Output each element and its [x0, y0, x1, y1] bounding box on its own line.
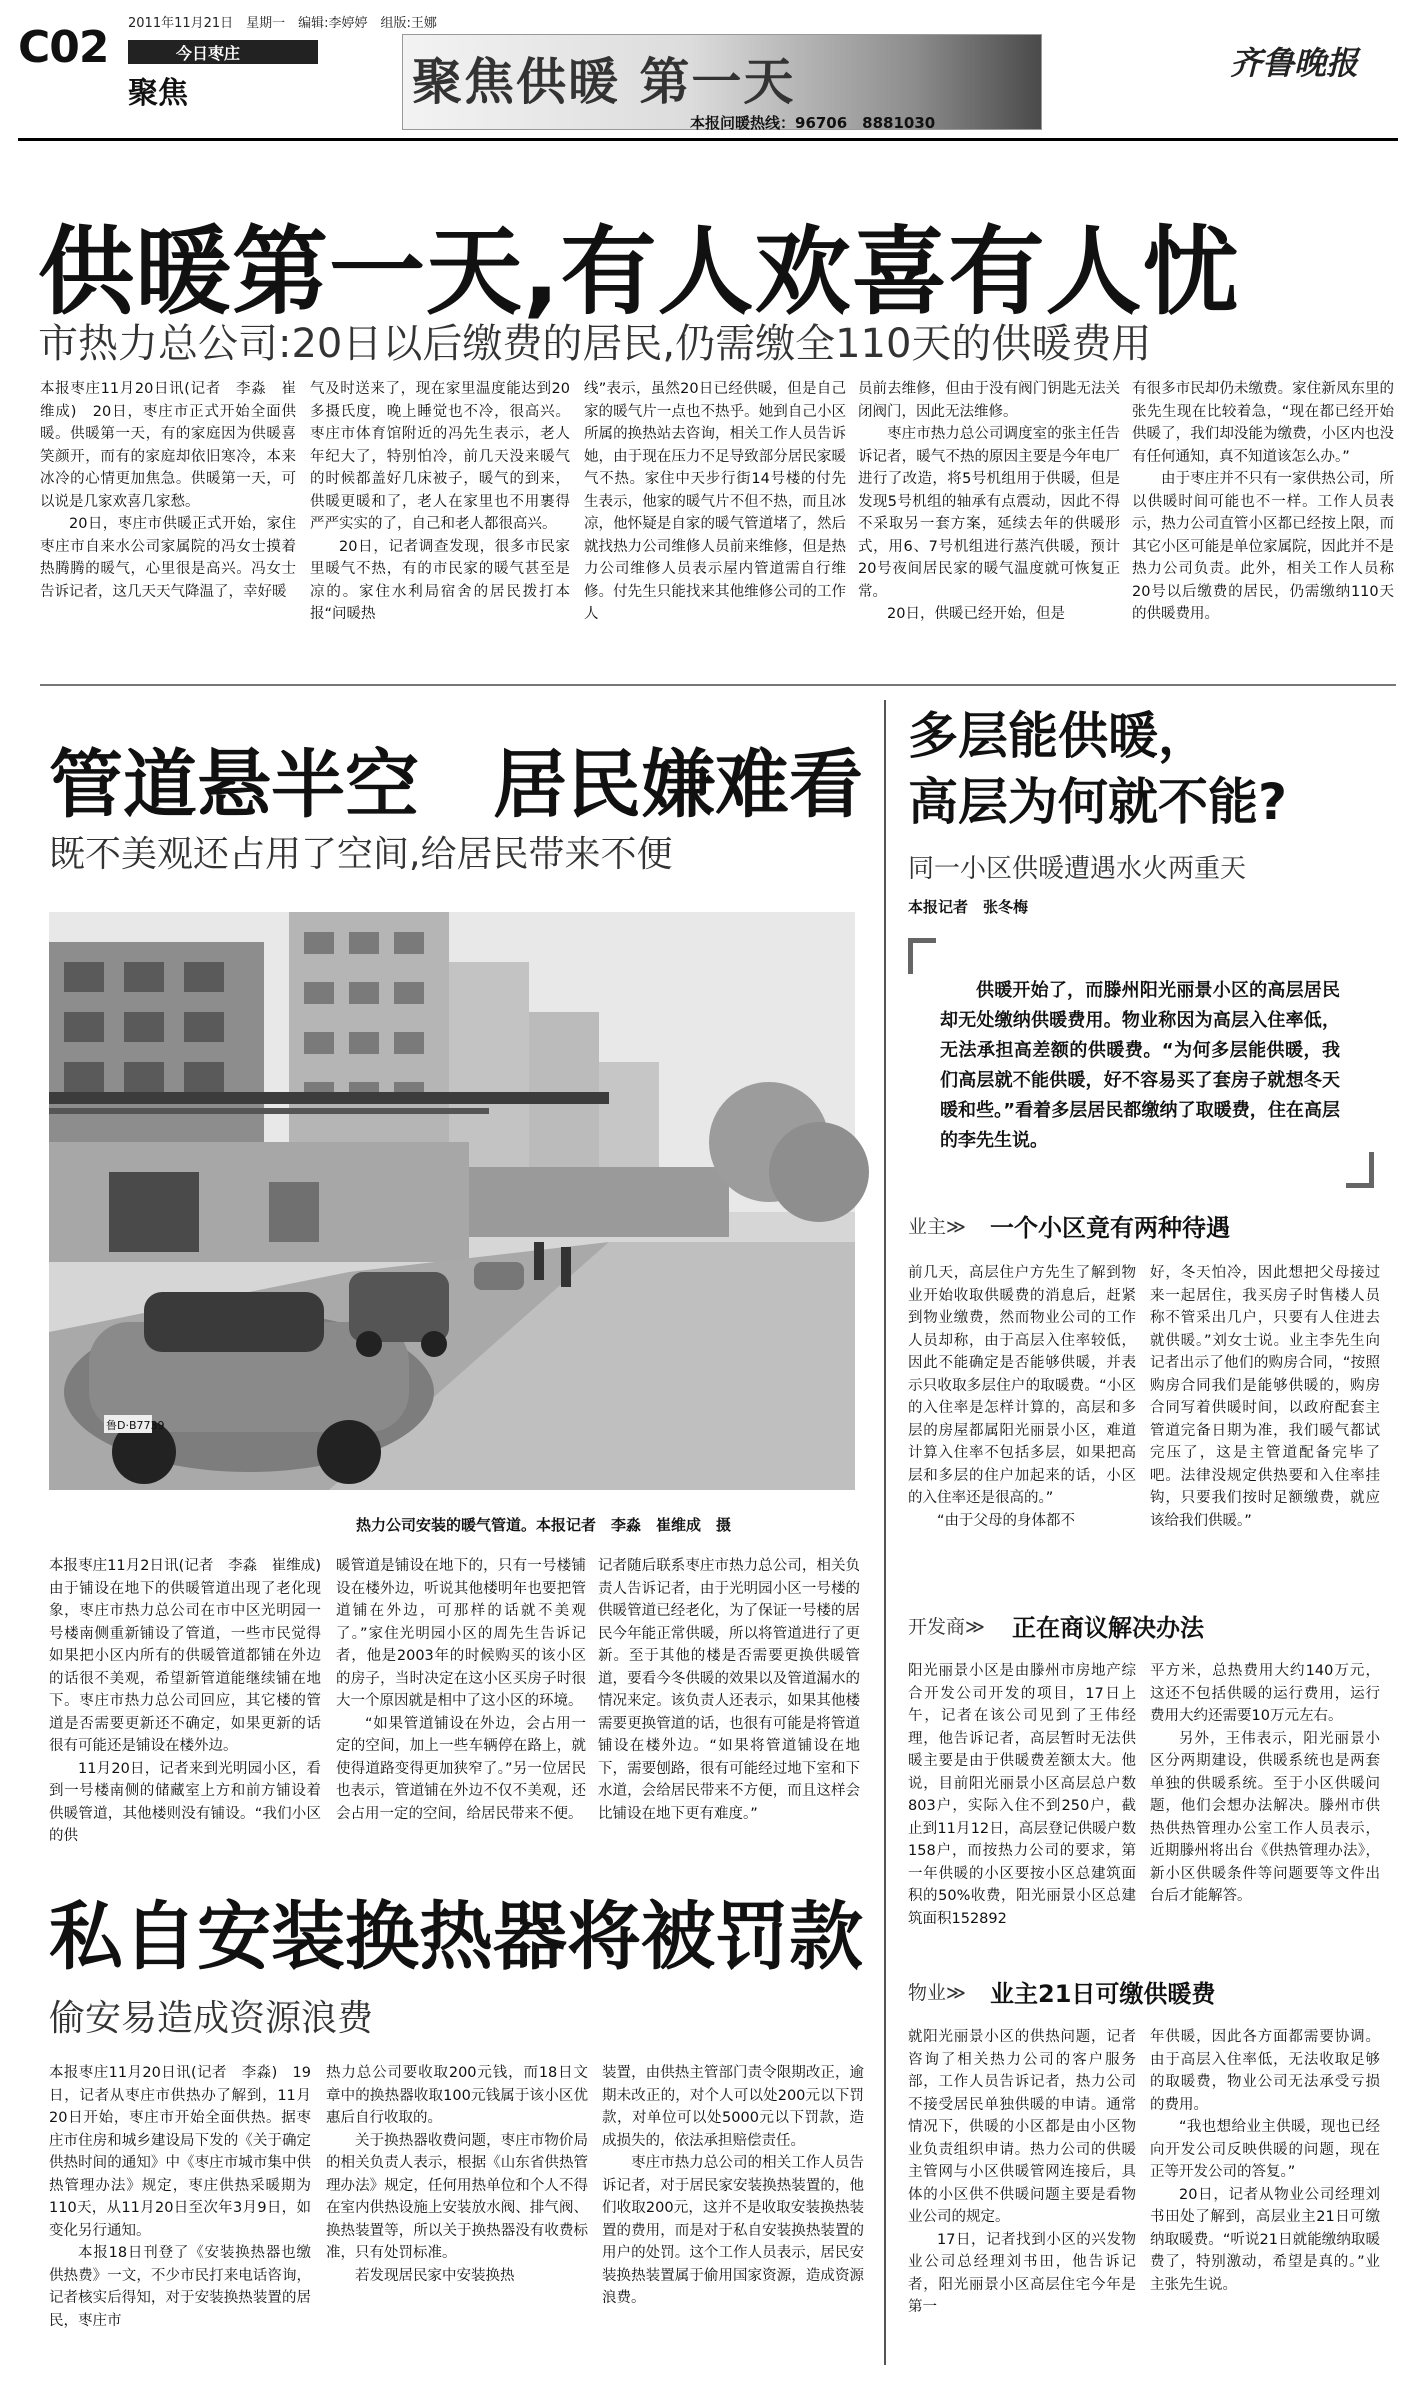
paragraph: “由于父母的身体都不	[937, 1512, 1076, 1529]
section-title-property: 业主21日可缴供暖费	[990, 1980, 1216, 2008]
newspaper-logo: 齐鲁晚报	[1230, 44, 1359, 82]
issue-meta: 2011年11月21日 星期一 编辑:李婷婷 组版:王娜	[128, 16, 437, 31]
quote-bracket-open	[908, 938, 936, 974]
lead-column-1	[40, 378, 296, 668]
paragraph: 20日，记者调查发现，很多市民家里暖气不热，有的市民家的暖气甚至是凉的。家住水利局宿舍的居民拨打本报“问暖热	[310, 538, 570, 622]
penalty-column-3	[602, 2062, 864, 2362]
section-label-developer: 开发商≫	[908, 1616, 985, 1638]
paragraph: “我也想给业主供暖，现也已经向开发公司反映供暖的问题，现在正等开发公司的答复。”	[1150, 2119, 1380, 2180]
section-label-property: 物业≫	[908, 1982, 966, 2004]
paragraph: 本报18日刊登了《安装换热器也缴供热费》一文，不少市民打来电话咨询，记者核实后得知，对于安装换热装置的居民，枣庄市	[49, 2245, 311, 2329]
paragraph: 20日，记者从物业公司经理刘书田处了解到，高层业主21日可缴纳取暖费。“听说21日就能缴纳取暖费了，特别激动，希望是真的。”业主张先生说。	[1150, 2186, 1380, 2293]
side-quote: 供暖开始了，而滕州阳光丽景小区的高层居民却无处缴纳供暖费用。物业称因为高层入住率低，无法承担高差额的供暖费。“为何多层能供暖，我们高层就不能供暖，好不容易买了套房子就想冬天暖和些。”看着多层居民都缴纳了取暖费，住在高层的李先生说。	[940, 980, 1340, 1151]
pipe-column-1	[49, 1555, 336, 1865]
paragraph: 员前去维修，但由于没有阀门钥匙无法关闭阀门，因此无法维修。	[858, 381, 1120, 420]
paragraph: 有很多市民却仍未缴费。家住新凤东里的张先生现在比较着急，“现在都已经开始供暖了，我们却没能为缴费，小区内也没有任何通知，真不知道该怎么办。”	[1132, 381, 1394, 465]
paragraph: 枣庄市热力总公司的相关工作人员告诉记者，对于居民家安装换热装置的，他们收取200元，这并不是收取安装换热装置的费用，而是对于私自安装换热装置的用户的处罚。这个工作人员表示，居民安装换热装置属于偷用国家资源，造成资源浪费。	[602, 2155, 864, 2306]
paragraph: “如果管道铺设在外边，会占用一定的空间，加上一些车辆停在路上，就使得道路变得更加狭窄了。”另一位居民也表示，管道铺在外边不仅不美观，还会占用一定的空间，给居民带来不便。	[336, 1715, 586, 1822]
paragraph: 装置，由供热主管部门责令限期改正，逾期未改正的，对个人可以处200元以下罚款，对单位可以处5000元以下罚款，造成损失的，依法承担赔偿责任。	[602, 2065, 864, 2149]
lead-column-5	[1132, 378, 1394, 668]
paragraph: 暖管道是铺设在地下的，只有一号楼铺设在楼外边，听说其他楼明年也要把管道铺在外边，可那样的话就不美观了。”家住光明园小区的周先生告诉记者，他是2003年的时候购买的该小区的房子，当时决定在这小区买房子时很大一个原因就是相中了这小区的环境。	[336, 1558, 586, 1709]
banner-title: 聚焦供暖 第一天	[412, 53, 796, 111]
section-name: 聚焦	[128, 76, 188, 111]
header-rule	[18, 138, 1398, 141]
paragraph: 11月20日，记者来到光明园小区，看到一号楼南侧的储藏室上方和前方铺设着供暖管道，其他楼则没有铺设。“我们小区的供	[49, 1760, 321, 1844]
street-photo	[49, 912, 855, 1490]
section-tag: 今日枣庄	[128, 40, 318, 64]
section-title-developer: 正在商议解决办法	[1012, 1614, 1204, 1642]
paragraph: 本报枣庄11月20日讯(记者 李淼 崔维成) 20日，枣庄市正式开始全面供暖。供暖第一天，有的家庭因为供暖喜笑颜开，而有的家庭却依旧寒冷，本来冰冷的心情更加焦急。供暖第一天，可以说是几家欢喜几家愁。	[40, 381, 296, 510]
side-headline-line1: 多层能供暖，	[908, 707, 1208, 765]
penalty-subheadline: 偷安易造成资源浪费	[49, 1998, 374, 2039]
lead-subheadline: 市热力总公司:20日以后缴费的居民,仍需缴全110天的供暖费用	[38, 321, 1152, 367]
paragraph: 本报枣庄11月20日讯(记者 李淼) 19日，记者从枣庄市供热办了解到，11月20日开始，枣庄市开始全面供热。据枣庄市住房和城乡建设局下发的《关于确定供热时间的通知》中《枣庄市城市集中供热管理办法》规定，枣庄供热采暖期为110天，从11月20日至次年3月9日，如变化另行通知。	[49, 2065, 311, 2239]
section-label-owner: 业主≫	[908, 1216, 966, 1238]
penalty-column-2	[326, 2062, 588, 2362]
side-s1-column-1	[908, 1262, 1136, 1582]
paragraph: 本报枣庄11月2日讯(记者 李淼 崔维成) 由于铺设在地下的供暖管道出现了老化现象，枣庄市热力总公司在市中区光明园一号楼南侧重新铺设了管道，一些市民觉得如果把小区内所有的供暖管道都铺在外边的话很不美观，希望新管道能继续铺在地下。枣庄市热力总公司回应，其它楼的管道是否需要更新还不确定，如果更新的话很有可能还是铺设在楼外边。	[49, 1558, 336, 1754]
paragraph: 若发现居民家中安装换热	[355, 2267, 515, 2284]
lead-bottom-rule	[40, 684, 1396, 686]
paragraph: 关于换热器收费问题，枣庄市物价局的相关负责人表示，根据《山东省供热管理办法》规定，任何用热单位和个人不得在室内供热设施上安装放水阀、排气阀、换热装置等，所以关于换热器没有收费标准，只有处罚标准。	[326, 2132, 588, 2261]
paragraph: 热力总公司要收取200元钱，而18日文章中的换热器收取100元钱属于该小区优惠后自行收取的。	[326, 2065, 588, 2126]
paragraph: 阳光丽景小区是由滕州市房地产综合开发公司开发的项目，17日上午，记者在该公司见到了王伟经理，他告诉记者，高层暂时无法供暖主要是由于供暖费差额太大。他说，目前阳光丽景小区高层总户数803户，实际入住不到250户，截止到11月12日，高层登记供暖户数158户，而按热力公司的要求，第一年供暖的小区要按小区总建筑面积的50%收费，阳光丽景小区总建筑面积152892	[908, 1663, 1136, 1927]
pipe-column-3	[598, 1555, 860, 1865]
photo-caption: 热力公司安装的暖气管道。本报记者 李淼 崔维成 摄	[356, 1516, 732, 1534]
paragraph: 平方米，总热费用大约140万元，这还不包括供暖的运行费用，运行费用大约还需要10万元左右。	[1150, 1663, 1380, 1724]
paragraph: 记者随后联系枣庄市热力总公司，相关负责人告诉记者，由于光明园小区一号楼的供暖管道已经老化，为了保证一号楼的居民今年能正常供暖，所以将管道进行了更新。至于其他的楼是否需要更换供暖管道，要看今冬供暖的效果以及管道漏水的情况来定。该负责人还表示，如果其他楼需要更换管道的话，也很有可能是将管道铺设在楼外边。“如果将管道铺设在地下，需要刨路，很有可能经过地下室和下水道，会给居民带来不方便，而且这样会比铺设在地下更有难度。”	[598, 1558, 860, 1822]
penalty-column-1	[49, 2062, 311, 2362]
paragraph: 由于枣庄并不只有一家供热公司，所以供暖时间可能也不一样。工作人员表示，热力公司直管小区都已经按上限，而其它小区可能是单位家属院，因此并不是热力公司负责。此外，相关工作人员称20号以后缴费的居民，仍需缴纳110天的供暖费用。	[1132, 471, 1394, 622]
paragraph: 前几天，高层住户方先生了解到物业开始收取供暖费的消息后，赶紧到物业缴费，然而物业公司的工作人员却称，由于高层入住率较低，因此不能确定是否能够供暖，并表示只收取多层住户的取暖费。“小区的入住率是怎样计算的，高层和多层的房屋都属阳光丽景小区，难道计算入住率不包括多层，如果把高层和多层的住户加起来的话，小区的入住率还是很高的。”	[908, 1265, 1136, 1506]
paragraph: 好，冬天怕冷，因此想把父母接过来一起居住，我买房子时售楼人员称不管采出几户，只要有人住进去就供暖。”刘女士说。业主李先生向记者出示了他们的购房合同，“按照购房合同我们是能够供暖的，购房合同写着供暖时间，以政府配套主管道完备日期为准，我们暖气都试完压了，这是主管道配备完毕了吧。法律没规定供热要和入住率挂钩，只要我们按时足额缴费，就应该给我们供暖。”	[1150, 1265, 1380, 1529]
license-plate-text: 鲁D·B7739	[106, 1419, 165, 1432]
side-s2-column-2	[1150, 1660, 1380, 1960]
side-byline: 本报记者 张冬梅	[908, 898, 1029, 916]
side-s3-column-1	[908, 2026, 1136, 2366]
section-title-owner: 一个小区竟有两种待遇	[990, 1214, 1230, 1242]
side-s3-column-2	[1150, 2026, 1380, 2366]
paragraph: 17日，记者找到小区的兴发物业公司总经理刘书田，他告诉记者，阳光丽景小区高层住宅今年是第一	[908, 2231, 1136, 2315]
paragraph: 枣庄市热力总公司调度室的张主任告诉记者，暖气不热的原因主要是今年电厂进行了改造，将5号机组用于供暖，但是发现5号机组的轴承有点震动，因此不得不采取另一套方案，延续去年的供暖形式，用6、7号机组进行蒸汽供暖，预计20号夜间居民家的暖气温度就可恢复正常。	[858, 426, 1120, 600]
street-scene-image	[49, 912, 855, 1490]
pipe-subheadline: 既不美观还占用了空间,给居民带来不便	[49, 834, 673, 875]
side-subheadline: 同一小区供暖遭遇水火两重天	[908, 854, 1247, 884]
paragraph: 20日，枣庄市供暖正式开始，家住枣庄市自来水公司家属院的冯女士摸着热腾腾的暖气，心里很是高兴。冯女士告诉记者，这几天天气降温了，幸好暖	[40, 516, 296, 600]
pipe-headline: 管道悬半空 居民嫌难看	[49, 742, 863, 828]
pipe-column-2	[336, 1555, 586, 1865]
column-divider	[884, 700, 886, 2365]
penalty-headline: 私自安装换热器将被罚款	[49, 1894, 863, 1980]
paragraph: 就阳光丽景小区的供热问题，记者咨询了相关热力公司的客户服务部，工作人员告诉记者，热力公司不接受居民单独供暖的申请。通常情况下，供暖的小区都是由小区物业负责组织申请。热力公司的供暖主管网与小区供暖管网连接后，具体的小区供不供暖问题主要是看物业公司的规定。	[908, 2029, 1136, 2225]
side-headline-line2: 高层为何就不能?	[908, 773, 1288, 831]
lead-headline: 供暖第一天,有人欢喜有人忧	[38, 216, 1240, 328]
paragraph: 线”表示，虽然20日已经供暖，但是自己家的暖气片一点也不热乎。她到自己小区所属的换热站去咨询，相关工作人员告诉她，由于现在压力不足导致部分居民家暖气不热。家住中天步行街14号楼的付先生表示，他家的暖气片不但不热，而且冰凉，他怀疑是自家的暖气管道堵了，然后就找热力公司维修人员前来维修，但是热力公司维修人员表示屋内管道需自行维修。付先生只能找来其他维修公司的工作人	[584, 381, 846, 622]
hotline: 本报问暖热线：96706 8881030	[690, 114, 936, 132]
lead-column-3	[584, 378, 846, 668]
lead-column-2	[310, 378, 570, 668]
paragraph: 另外，王伟表示，阳光丽景小区分两期建设，供暖系统也是两套单独的供暖系统。至于小区供暖问题，他们会想办法解决。滕州市供热供热管理办公室工作人员表示，近期滕州将出台《供热管理办法》，新小区供暖条件等问题要等文件出台后才能解答。	[1150, 1730, 1380, 1904]
quote-bracket-close	[1346, 1152, 1374, 1188]
page-number: C02	[18, 22, 109, 73]
paragraph: 年供暖，因此各方面都需要协调。由于高层入住率低，无法收取足够的取暖费，物业公司无法承受亏损的费用。	[1150, 2029, 1380, 2113]
paragraph: 气及时送来了，现在家里温度能达到20多摄氏度，晚上睡觉也不冷，很高兴。枣庄市体育馆附近的冯先生表示，老人年纪大了，特别怕冷，前几天没来暖气的时候都盖好几床被子，暖气的到来，供暖更暖和了，老人在家里也不用裹得严严实实的了，自己和老人都很高兴。	[310, 381, 570, 532]
paragraph: 20日，供暖已经开始，但是	[887, 606, 1065, 622]
side-s1-column-2	[1150, 1262, 1380, 1582]
lead-column-4	[858, 378, 1120, 668]
side-s2-column-1	[908, 1660, 1136, 1960]
